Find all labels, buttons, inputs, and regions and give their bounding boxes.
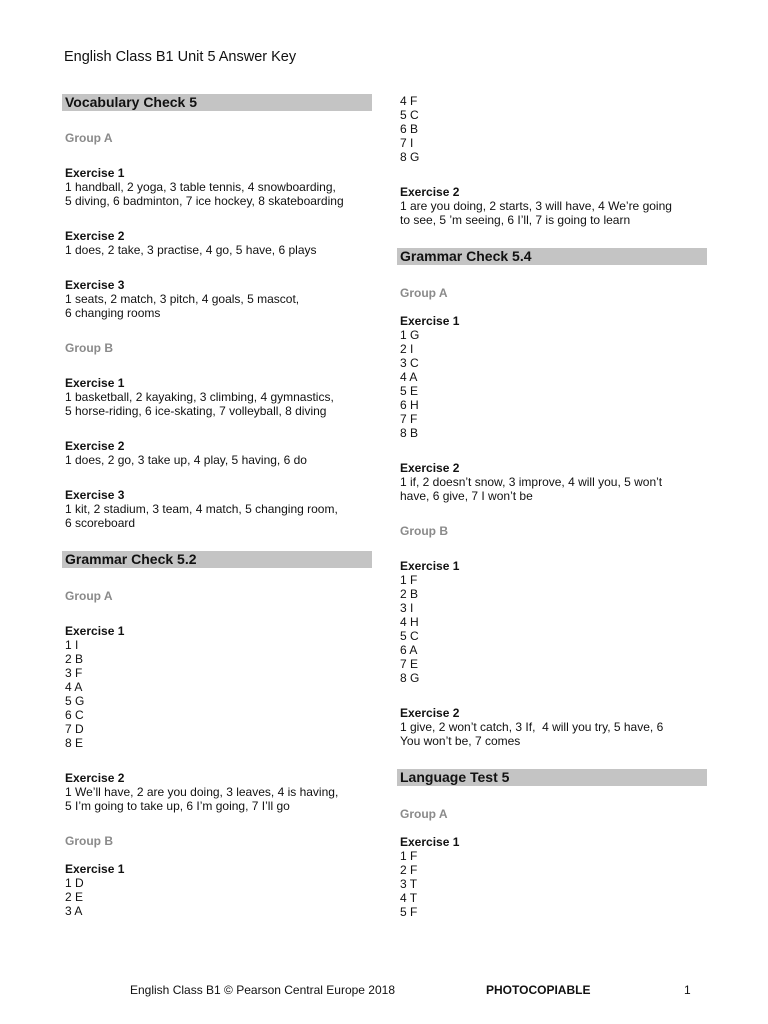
answer-line: 7 F xyxy=(400,412,418,426)
answer-line: 4 F xyxy=(400,94,418,108)
answer-line: 1 F xyxy=(400,849,418,863)
exercise-title: Exercise 2 xyxy=(65,771,125,785)
answer-line: 6 C xyxy=(65,708,84,722)
answer-line: have, 6 give, 7 I won’t be xyxy=(400,489,533,503)
exercise-block xyxy=(62,376,372,418)
exercise-block xyxy=(62,624,372,750)
answer-line: 6 changing rooms xyxy=(65,306,161,320)
answer-line: 5 C xyxy=(400,108,419,122)
answer-line: to see, 5 ’m seeing, 6 I’ll, 7 is going to learn xyxy=(400,213,631,227)
answer-line: 7 D xyxy=(65,722,84,736)
answer-line: 5 horse-riding, 6 ice-skating, 7 volleyball, 8 diving xyxy=(65,404,327,418)
answer-line: 5 C xyxy=(400,629,419,643)
footer-copyright: English Class B1 © Pearson Central Europe 2018 xyxy=(130,983,395,997)
section-heading: Language Test 5 xyxy=(397,769,707,786)
group-label: Group A xyxy=(400,807,448,821)
answer-line: 1 F xyxy=(400,573,418,587)
answer-line: You won’t be, 7 comes xyxy=(400,734,521,748)
exercise-block xyxy=(62,771,372,813)
exercise-block xyxy=(397,314,707,440)
exercise-title: Exercise 2 xyxy=(65,229,125,243)
answer-line: 1 does, 2 go, 3 take up, 4 play, 5 having, 6 do xyxy=(65,453,307,467)
answer-line: 6 A xyxy=(400,643,418,657)
answer-line: 6 H xyxy=(400,398,419,412)
exercise-block xyxy=(397,185,707,227)
exercise-title: Exercise 3 xyxy=(65,488,125,502)
exercise-title: Exercise 1 xyxy=(400,314,460,328)
exercise-block xyxy=(62,862,372,918)
section-heading: Grammar Check 5.2 xyxy=(62,551,372,568)
exercise-block xyxy=(62,166,372,208)
answer-line: 7 I xyxy=(400,136,414,150)
exercise-block xyxy=(397,835,707,919)
answer-line: 1 seats, 2 match, 3 pitch, 4 goals, 5 mascot, xyxy=(65,292,300,306)
group-label: Group A xyxy=(400,286,448,300)
section-heading: Vocabulary Check 5 xyxy=(62,94,372,111)
exercise-title: Exercise 2 xyxy=(65,439,125,453)
exercise-block xyxy=(62,278,372,320)
exercise-title: Exercise 2 xyxy=(400,461,460,475)
answer-line: 8 G xyxy=(400,150,420,164)
document-title: English Class B1 Unit 5 Answer Key xyxy=(64,49,297,65)
exercise-title: Exercise 1 xyxy=(65,166,125,180)
exercise-title: Exercise 2 xyxy=(400,185,460,199)
answer-line: 1 I xyxy=(65,638,79,652)
group-label: Group B xyxy=(65,834,113,848)
answer-line: 3 F xyxy=(65,666,83,680)
exercise-block xyxy=(62,488,372,530)
answer-line: 6 B xyxy=(400,122,419,136)
right-column xyxy=(397,94,707,919)
answer-line: 2 B xyxy=(400,587,419,601)
answer-line: 2 B xyxy=(65,652,84,666)
group-label: Group B xyxy=(400,524,448,538)
answer-line: 1 D xyxy=(65,876,84,890)
answer-line: 5 diving, 6 badminton, 7 ice hockey, 8 skateboarding xyxy=(65,194,344,208)
exercise-block xyxy=(62,229,372,257)
exercise-title: Exercise 1 xyxy=(65,376,125,390)
answer-line: 2 E xyxy=(65,890,84,904)
answer-line: 4 A xyxy=(65,680,83,694)
answer-line: 4 T xyxy=(400,891,418,905)
answer-line: 1 if, 2 doesn’t snow, 3 improve, 4 will you, 5 won’t xyxy=(400,475,663,489)
answer-line: 5 E xyxy=(400,384,419,398)
exercise-title: Exercise 1 xyxy=(65,862,125,876)
answer-line: 8 B xyxy=(400,426,419,440)
answer-line: 1 handball, 2 yoga, 3 table tennis, 4 snowboarding, xyxy=(65,180,336,194)
group-label: Group A xyxy=(65,131,113,145)
answer-line: 3 I xyxy=(400,601,414,615)
answer-line: 1 kit, 2 stadium, 3 team, 4 match, 5 changing room, xyxy=(65,502,338,516)
exercise-block xyxy=(397,559,707,685)
footer-photocopiable: PHOTOCOPIABLE xyxy=(486,983,591,997)
exercise-title: Exercise 2 xyxy=(400,706,460,720)
group-label: Group B xyxy=(65,341,113,355)
answer-line: 5 I’m going to take up, 6 I’m going, 7 I’ll go xyxy=(65,799,290,813)
answer-line: 8 E xyxy=(65,736,84,750)
exercise-block xyxy=(397,706,707,748)
answer-line: 2 I xyxy=(400,342,414,356)
answer-line: 1 G xyxy=(400,328,420,342)
answer-line: 1 does, 2 take, 3 practise, 4 go, 5 have, 6 plays xyxy=(65,243,317,257)
answer-line: 2 F xyxy=(400,863,418,877)
exercise-title: Exercise 1 xyxy=(400,559,460,573)
exercise-block xyxy=(397,94,707,164)
section-heading: Grammar Check 5.4 xyxy=(397,248,707,265)
answer-line: 8 G xyxy=(400,671,420,685)
answer-line: 3 A xyxy=(65,904,83,918)
answer-line: 5 G xyxy=(65,694,85,708)
answer-line: 6 scoreboard xyxy=(65,516,136,530)
answer-line: 1 basketball, 2 kayaking, 3 climbing, 4 gymnastics, xyxy=(65,390,334,404)
answer-line: 7 E xyxy=(400,657,419,671)
answer-line: 3 T xyxy=(400,877,418,891)
answer-line: 5 F xyxy=(400,905,418,919)
exercise-block xyxy=(397,461,707,503)
exercise-block xyxy=(62,439,372,467)
answer-line: 1 We’ll have, 2 are you doing, 3 leaves, 4 is having, xyxy=(65,785,339,799)
answer-line: 4 H xyxy=(400,615,419,629)
page-number: 1 xyxy=(684,983,691,997)
left-column xyxy=(62,94,372,918)
answer-line: 4 A xyxy=(400,370,418,384)
answer-line: 1 are you doing, 2 starts, 3 will have, 4 We’re going xyxy=(400,199,672,213)
exercise-title: Exercise 1 xyxy=(400,835,460,849)
exercise-title: Exercise 1 xyxy=(65,624,125,638)
exercise-title: Exercise 3 xyxy=(65,278,125,292)
answer-line: 1 give, 2 won’t catch, 3 If, 4 will you try, 5 have, 6 xyxy=(400,720,664,734)
answer-line: 3 C xyxy=(400,356,419,370)
group-label: Group A xyxy=(65,589,113,603)
